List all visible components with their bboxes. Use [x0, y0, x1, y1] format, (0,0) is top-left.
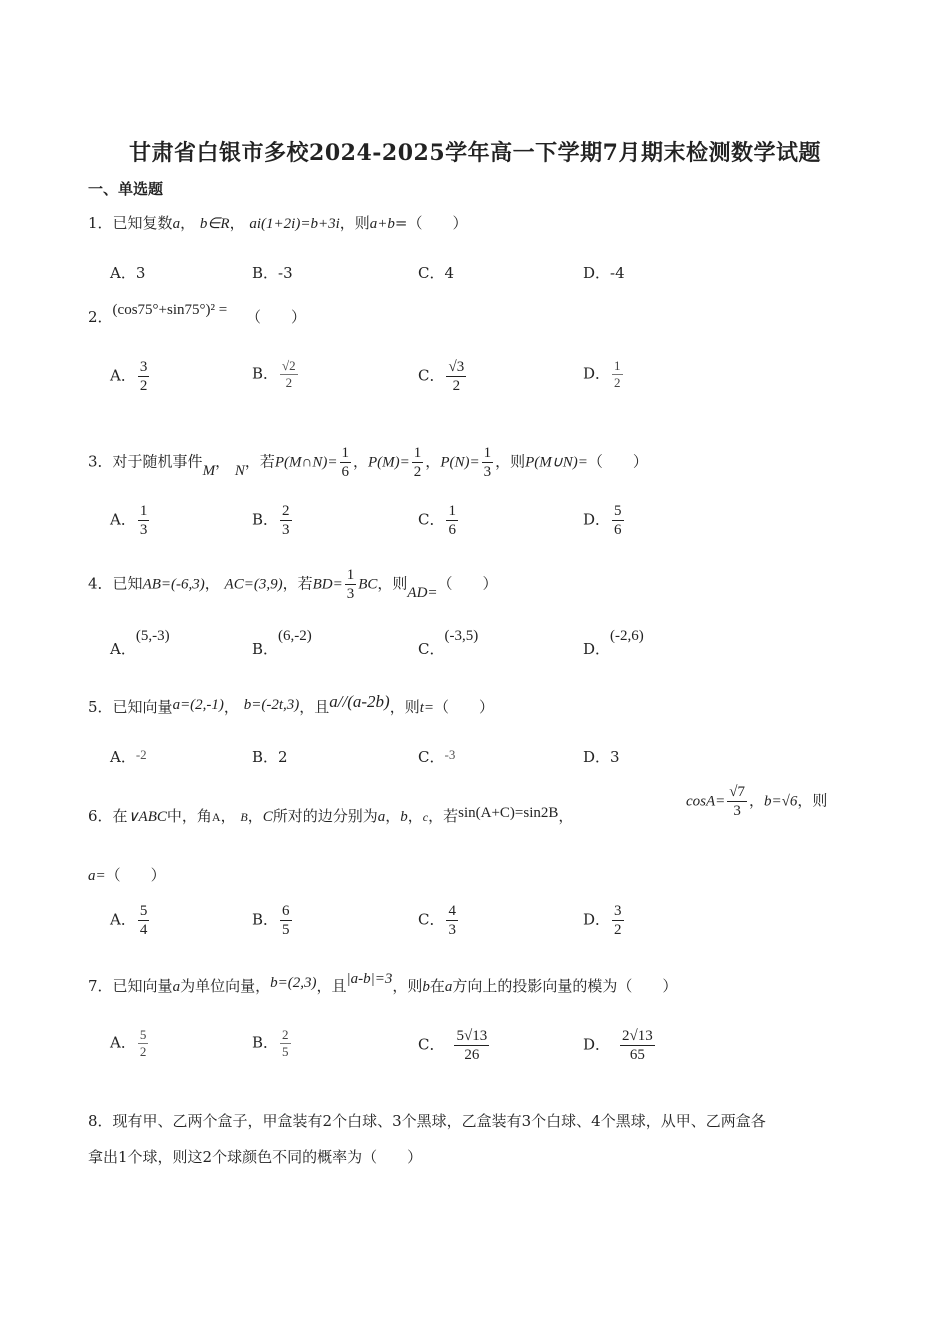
q6-option-b[interactable]: B． $\frac{6}{5}$ — [252, 903, 290, 938]
q3-option-b[interactable]: B． $\frac{2}{3}$ — [252, 503, 290, 538]
q6-option-a[interactable]: A． $\frac{5}{4}$ — [110, 903, 148, 938]
q6-option-d[interactable]: D． $\frac{3}{2}$ — [583, 903, 622, 938]
question-8-line-1: 8．现有甲、乙两个盒子，甲盒装有2个白球、3个黑球，乙盒装有3个白球、4个黑球，从甲、乙两盒各 — [88, 1112, 766, 1130]
q2-option-d[interactable]: D． $\frac{1}{2}$ — [583, 358, 621, 390]
q3-option-c[interactable]: C． $\frac{1}{6}$ — [418, 503, 456, 538]
question-8-line-2: 拿出1个球，则这2个球颜色不同的概率为（ ） — [88, 1148, 423, 1166]
question-6: 6．在∨ABC中，角A， B，C所对的边分别为a，b，c，若sin(A+C)=sin2B， — [88, 805, 574, 825]
question-4: 4．已知AB=(-6,3)， AC=(3,9)，若BD= $\frac{1}{3}$ BC，则AD=（ ） — [88, 567, 498, 602]
q2-option-b[interactable]: B． $\frac{√2}{2}$ — [252, 358, 296, 390]
q4-option-c[interactable]: C．(-3,5) — [418, 628, 479, 658]
q3-option-a[interactable]: A． $\frac{1}{3}$ — [110, 503, 148, 538]
q6-option-c[interactable]: C． $\frac{4}{3}$ — [418, 903, 456, 938]
q7-option-b[interactable]: B． $\frac{2}{5}$ — [252, 1027, 289, 1059]
q3-option-d[interactable]: D． $\frac{5}{6}$ — [583, 503, 622, 538]
page-title: 甘肃省白银市多校2024-2025学年高一下学期7月期末检测数学试题 — [129, 140, 821, 166]
q4-option-a[interactable]: A．(5,-3) — [110, 628, 170, 658]
question-5: 5．已知向量a=(2,-1)， b=(-2t,3)，且a//(a-2b)，则t=（ ） — [88, 692, 495, 716]
q6-answer-line: a=（ ） — [88, 866, 166, 884]
q5-option-d[interactable]: D．3 — [583, 748, 620, 766]
q4-option-d[interactable]: D．(-2,6) — [583, 628, 644, 658]
q7-option-d[interactable]: D． $\frac{2√13}{65}$ — [583, 1028, 653, 1063]
q4-option-b[interactable]: B．(6,-2) — [252, 628, 312, 658]
q5-option-b[interactable]: B．2 — [252, 748, 288, 766]
question-1: 1．已知复数a， b∈R， ai(1+2i)=b+3i，则a+b=（ ） — [88, 214, 468, 232]
q5-option-a[interactable]: A．-2 — [110, 747, 147, 766]
section-heading: 一、单选题 — [88, 180, 164, 198]
q2-option-c[interactable]: C． $\frac{√3}{2}$ — [418, 359, 465, 394]
q1-option-d[interactable]: D．-4 — [583, 264, 625, 282]
question-2: 2．(cos75°+sin75°)² = （ ） — [88, 302, 306, 326]
q7-option-a[interactable]: A． $\frac{5}{2}$ — [110, 1027, 147, 1059]
question-7: 7．已知向量a为单位向量，b=(2,3)，且|a-b|=3，则b在a方向上的投影向量的模为（ ） — [88, 971, 678, 995]
q1-option-a[interactable]: A．3 — [110, 264, 146, 282]
q1-option-c[interactable]: C．4 — [418, 264, 455, 282]
q7-option-c[interactable]: C． $\frac{5√13}{26}$ — [418, 1028, 488, 1063]
q5-option-c[interactable]: C．-3 — [418, 747, 456, 766]
q2-option-a[interactable]: A． $\frac{3}{2}$ — [110, 359, 148, 394]
question-3: 3．对于随机事件M， N，若P(M∩N)= $\frac{1}{6}$ ，P(M)= $\frac{1}{2}$ ，P(N)= $\frac{1}{3}$ ，则P(M∪N)=（ ） — [88, 445, 648, 480]
q6-cos-expr: cosA= $\frac{√7}{3}$ ，b=√6，则 — [686, 784, 828, 819]
q1-option-b[interactable]: B．-3 — [252, 264, 293, 282]
